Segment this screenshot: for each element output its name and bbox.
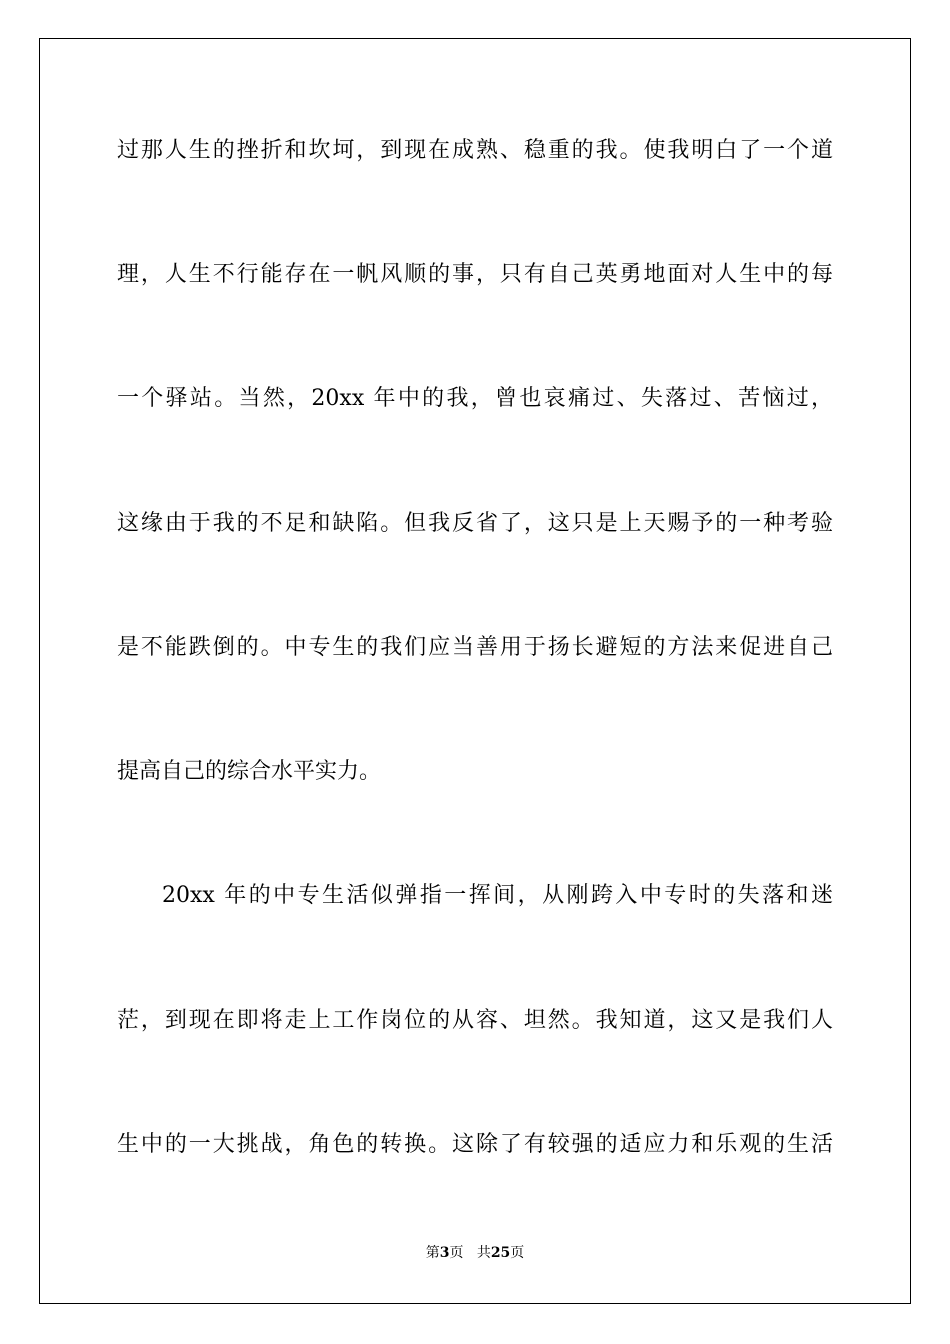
paragraph-line-2: 理，人生不行能存在一帆风顺的事，只有自己英勇地面对人生中的每 bbox=[117, 262, 833, 287]
paragraph-line-6: 提高自己的综合水平实力。 bbox=[117, 759, 382, 784]
footer-total-prefix: 共 bbox=[476, 1245, 491, 1261]
footer-page-prefix: 第 bbox=[425, 1245, 440, 1261]
paragraph-line-4: 这缘由于我的不足和缺陷。但我反省了，这只是上天赐予的一种考验 bbox=[117, 511, 833, 536]
page-footer bbox=[0, 1243, 950, 1263]
footer-total-pages: 25 bbox=[490, 1245, 511, 1261]
paragraph-line-7: 20xx 年的中专生活似弹指一挥间，从刚跨入中专时的失落和迷 bbox=[162, 883, 833, 908]
paragraph-line-9: 生中的一大挑战，角色的转换。这除了有较强的适应力和乐观的生活 bbox=[117, 1132, 833, 1157]
footer-page-suffix: 页 bbox=[449, 1245, 464, 1261]
footer-total-suffix: 页 bbox=[510, 1245, 525, 1261]
paragraph-line-8: 茫，到现在即将走上工作岗位的从容、坦然。我知道，这又是我们人 bbox=[117, 1008, 833, 1033]
paragraph-line-5: 是不能跌倒的。中专生的我们应当善用于扬长避短的方法来促进自己 bbox=[117, 635, 833, 660]
paragraph-line-1: 过那人生的挫折和坎坷，到现在成熟、稳重的我。使我明白了一个道 bbox=[117, 138, 833, 163]
footer-page-number: 3 bbox=[439, 1245, 450, 1261]
page-border bbox=[39, 38, 911, 1304]
paragraph-line-3: 一个驿站。当然，20xx 年中的我，曾也哀痛过、失落过、苦恼过， bbox=[117, 386, 833, 411]
